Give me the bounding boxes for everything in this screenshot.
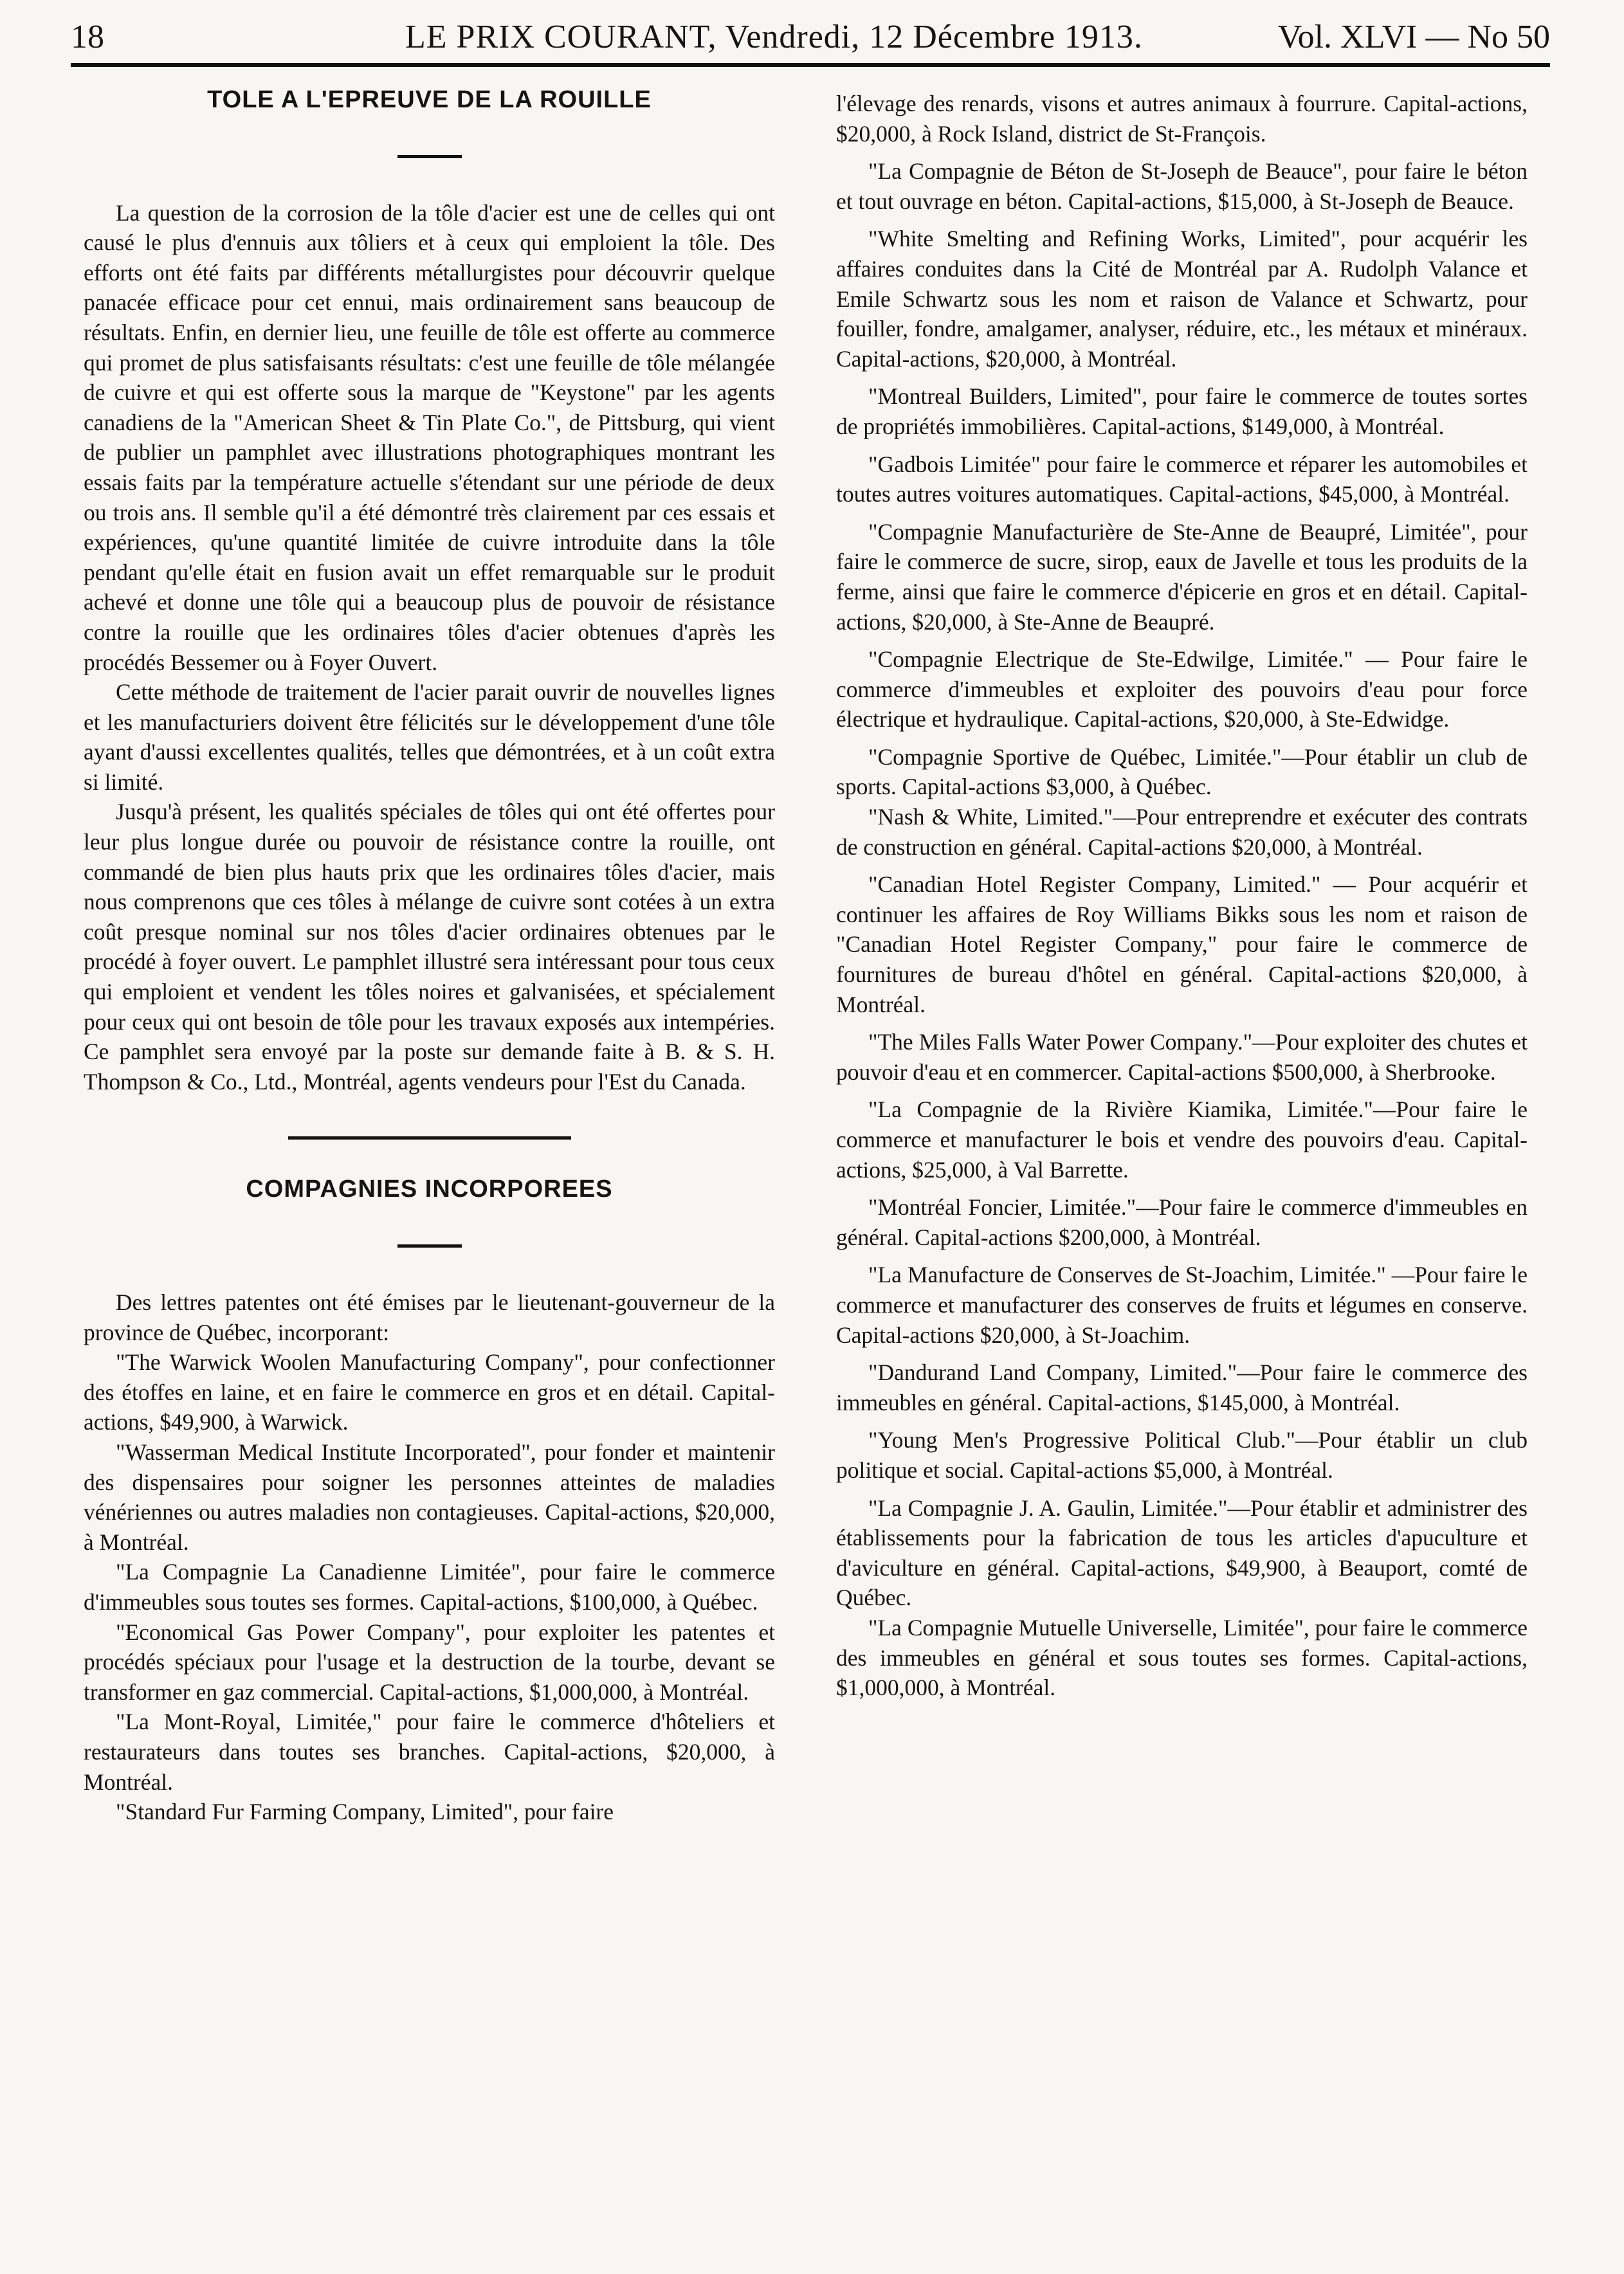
company-listing: "Compagnie Manufacturière de Ste-Anne de Beaupré, Limitée", pour faire le commerce de sucre, sirop, eaux de Javelle et tous les produits de la ferme, ainsi que faire le commerce d'épicerie en gros et en détail. Capital-actions, $20,000, à Ste-Anne de Beaupré. bbox=[836, 518, 1528, 635]
company-listing: "White Smelting and Refining Works, Limited", pour acquérir les affaires conduites dans la Cité de Montréal par A. Rudolph Valance et Emile Schwartz sous les nom et raison de Valance et Schwartz, pour fouiller, fondre, amalgamer, analyser, réduire, etc., les métaux et minéraux. Capital-actions, $20,000, à Montréal. bbox=[836, 226, 1528, 372]
company-listing: "La Compagnie Mutuelle Universelle, Limitée", pour faire le commerce des immeubles en général et sous toutes ses formes. Capital-actions, $1,000,000, à Montréal. bbox=[836, 1614, 1528, 1701]
article-paragraph: Jusqu'à présent, les qualités spéciales de tôles qui ont été offertes pour leur plus longue durée ou pouvoir de résistance contre la rouille, ont commandé de bien plus hauts prix que les ordinaires tôles d'acier, mais nous comprenons que ces tôles à mélange de cuivre sont cotées à un extra coût presque nominal sur nos tôles d'acier ordinaires obtenues par le procédé à foyer ouvert. Le pamphlet illustré sera intéressant pour tous ceux qui emploient et vendent les tôles noires et galvanisées, et spécialement pour ceux qui ont besoin de tôle pour les travaux exposés aux intempéries. Ce pamphlet sera envoyé par la poste sur demande faite à B. & S. H. Thompson & Co., Ltd., Montréal, agents vendeurs pour l'Est du Canada. bbox=[84, 799, 775, 1095]
company-listing: "Montreal Builders, Limited", pour faire le commerce de toutes sortes de propriétés immobilières. Capital-actions, $149,000, à Montréal. bbox=[836, 383, 1528, 439]
company-listing: "Dandurand Land Company, Limited."—Pour faire le commerce des immeubles en général. Capital-actions, $145,000, à Montréal. bbox=[836, 1360, 1528, 1415]
section-divider bbox=[288, 1136, 571, 1140]
company-listing: "Canadian Hotel Register Company, Limited." — Pour acquérir et continuer les affaires de Roy Williams Bikks sous les nom et raison de "Canadian Hotel Register Company," pour faire le commerce de fournitures de bureau d'hôtel en général. Capital-actions $20,000, à Montréal. bbox=[836, 871, 1528, 1017]
intro-paragraph: Des lettres patentes ont été émises par le lieutenant-gouverneur de la province de Québec, incorporant: bbox=[84, 1289, 775, 1345]
company-listing-continued: l'élevage des renards, visons et autres animaux à fourrure. Capital-actions, $20,000, à Rock Island, district de St-François. bbox=[836, 91, 1528, 147]
company-listing: "Nash & White, Limited."—Pour entreprendre et exécuter des contrats de construction en général. Capital-actions $20,000, à Montréal. bbox=[836, 804, 1528, 860]
company-listing: "La Compagnie La Canadienne Limitée", pour faire le commerce d'immeubles sous toutes ses formes. Capital-actions, $100,000, à Québec. bbox=[84, 1559, 775, 1615]
title-rule bbox=[397, 1244, 462, 1248]
company-listing: "Wasserman Medical Institute Incorporated", pour fonder et maintenir des dispensaires pour soigner les personnes atteintes de maladies vénériennes ou autres maladies non contagieuses. Capital-actions, $20,000, à Montréal. bbox=[84, 1439, 775, 1555]
article-title-companies: COMPAGNIES INCORPOREES bbox=[246, 1176, 613, 1203]
article-paragraph: Cette méthode de traitement de l'acier parait ouvrir de nouvelles lignes et les manufacturiers doivent être félicités sur le développement d'une tôle ayant d'aussi excellentes qualités, telles que démontrées, et à un coût extra si limité. bbox=[84, 679, 775, 795]
company-listing: "La Manufacture de Conserves de St-Joachim, Limitée." —Pour faire le commerce et manufacturer des conserves de fruits et légumes en conserve. Capital-actions $20,000, à St-Joachim. bbox=[836, 1262, 1528, 1348]
company-listing: "La Compagnie de Béton de St-Joseph de Beauce", pour faire le béton et tout ouvrage en béton. Capital-actions, $15,000, à St-Joseph de Beauce. bbox=[836, 158, 1528, 214]
company-listing: "Economical Gas Power Company", pour exploiter les patentes et procédés spéciaux pour l'usage et la destruction de la tourbe, devant se transformer en gaz commercial. Capital-actions, $1,000,000, à Montréal. bbox=[84, 1619, 775, 1705]
left-column bbox=[84, 84, 775, 1827]
company-listing: "Young Men's Progressive Political Club."—Pour établir un club politique et social. Capital-actions $5,000, à Montréal. bbox=[836, 1427, 1528, 1483]
right-column bbox=[836, 89, 1528, 1703]
company-listing: "Montréal Foncier, Limitée."—Pour faire le commerce d'immeubles en général. Capital-actions $200,000, à Montréal. bbox=[836, 1194, 1528, 1250]
company-listing: "Compagnie Electrique de Ste-Edwilge, Limitée." — Pour faire le commerce d'immeubles et exploiter des pouvoirs d'eau pour force électrique et hydraulique. Capital-actions, $20,000, à Ste-Edwidge. bbox=[836, 646, 1528, 732]
running-header bbox=[71, 12, 1550, 63]
article-paragraph: La question de la corrosion de la tôle d'acier est une de celles qui ont causé le plus d'ennuis aux tôliers et à ceux qui emploient la tôle. Des efforts ont été faits par différents métallurgistes pour découvrir quelque panacée efficace pour cet ennui, mais ordinairement sans beaucoup de résultats. Enfin, en dernier lieu, une feuille de tôle est offerte au commerce qui promet de plus satisfaisants résultats: c'est une feuille de tôle mélangée de cuivre et qui est offerte sous la marque de "Keystone" par les agents canadiens de la "American Sheet & Tin Plate Co.", de Pittsburg, qui vient de publier un pamphlet avec illustrations photographiques montrant les essais faits par la température actuelle s'étendant sur une période de deux ou trois ans. Il semble qu'il a été démontré très clairement par ces essais et expériences, qu'une quantité limitée de cuivre introduite dans la tôle pendant qu'elle était en fusion avait un effet remarquable sur le produit achevé et donne une tôle qui a beaucoup plus de pouvoir de résistance contre la rouille que les ordinaires tôles d'acier obtenues d'après les procédés Bessemer ou à Foyer Ouvert. bbox=[84, 199, 775, 675]
header-rule bbox=[71, 63, 1550, 67]
company-listing: "Compagnie Sportive de Québec, Limitée."—Pour établir un club de sports. Capital-actions $3,000, à Québec. bbox=[836, 743, 1528, 800]
company-listing: "La Mont-Royal, Limitée," pour faire le commerce d'hôteliers et restaurateurs dans toutes ses branches. Capital-actions, $20,000, à Montréal. bbox=[84, 1709, 775, 1795]
company-listing: "The Warwick Woolen Manufacturing Company", pour confectionner des étoffes en laine, et en faire le commerce en gros et en détail. Capital-actions, $49,900, à Warwick. bbox=[84, 1349, 775, 1435]
page-number: 18 bbox=[71, 19, 104, 55]
publication-title: LE PRIX COURANT, Vendredi, 12 Décembre 1913. bbox=[405, 19, 1143, 55]
volume-number: Vol. XLVI — No 50 bbox=[1277, 19, 1550, 55]
company-listing: "The Miles Falls Water Power Company."—Pour exploiter des chutes et pouvoir d'eau et en commercer. Capital-actions $500,000, à Sherbrooke. bbox=[836, 1029, 1528, 1085]
company-listing: "Gadbois Limitée" pour faire le commerce et réparer les automobiles et toutes autres voitures automatiques. Capital-actions, $45,000, à Montréal. bbox=[836, 451, 1528, 507]
article-title-rust: TOLE A L'EPREUVE DE LA ROUILLE bbox=[207, 86, 652, 113]
title-rule bbox=[397, 155, 462, 158]
company-listing: "La Compagnie J. A. Gaulin, Limitée."—Pour établir et administrer des établissements pour la fabrication de tous les articles d'apuculture et d'aviculture en général. Capital-actions, $49,900, à Beauport, comté de Québec. bbox=[836, 1495, 1528, 1611]
company-listing: "Standard Fur Farming Company, Limited", pour faire bbox=[116, 1799, 614, 1825]
company-listing: "La Compagnie de la Rivière Kiamika, Limitée."—Pour faire le commerce et manufacturer le bois et vendre des pouvoirs d'eau. Capital-actions, $25,000, à Val Barrette. bbox=[836, 1096, 1528, 1183]
